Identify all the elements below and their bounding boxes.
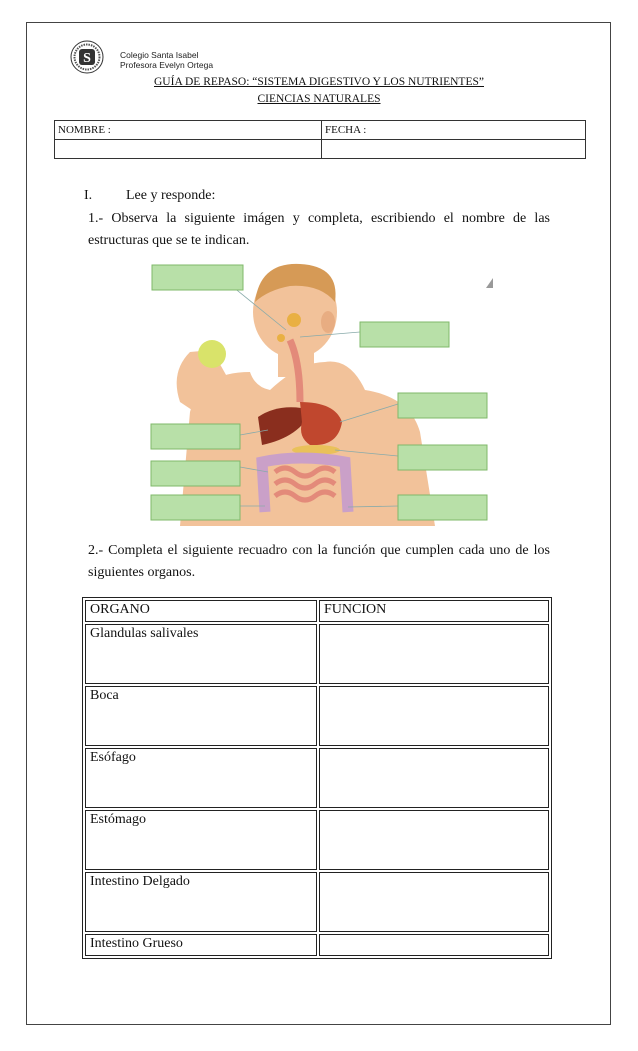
school-info	[120, 50, 213, 70]
organ-cell: Intestino Grueso	[85, 934, 317, 956]
organ-cell: Glandulas salivales	[85, 624, 317, 684]
organ-cell: Esófago	[85, 748, 317, 808]
name-field[interactable]	[55, 140, 322, 159]
section-title: Lee y responde:	[126, 188, 216, 203]
function-answer-cell[interactable]	[319, 624, 549, 684]
apple-icon	[198, 340, 226, 368]
guide-title: GUÍA DE REPASO: “SISTEMA DIGESTIVO Y LOS NUTRIENTES”	[154, 76, 484, 88]
section-number: I.	[84, 188, 93, 203]
question-2-text: 2.- Completa el siguiente recuadro con la función que cumplen cada uno de los siguientes organos.	[88, 543, 550, 580]
label-box[interactable]	[151, 424, 240, 449]
organ-cell: Estómago	[85, 810, 317, 870]
function-answer-cell[interactable]	[319, 810, 549, 870]
label-box[interactable]	[360, 322, 449, 347]
organ-cell: Intestino Delgado	[85, 872, 317, 932]
date-field[interactable]	[322, 140, 586, 159]
label-box[interactable]	[398, 393, 487, 418]
svg-text:S: S	[83, 51, 91, 66]
date-label: FECHA :	[322, 121, 586, 140]
resize-corner-icon	[486, 278, 493, 288]
school-name: Colegio Santa Isabel	[120, 50, 199, 60]
student-info-table	[54, 120, 586, 159]
label-box[interactable]	[398, 495, 487, 520]
digestive-system-illustration	[150, 262, 498, 526]
name-label: NOMBRE :	[55, 121, 322, 140]
question-1-text: 1.- Observa la siguiente imágen y completa, escribiendo el nombre de las estructuras que se te indican.	[88, 211, 550, 248]
function-answer-cell[interactable]	[319, 748, 549, 808]
school-logo	[70, 40, 104, 74]
function-answer-cell[interactable]	[319, 872, 549, 932]
label-box[interactable]	[152, 265, 243, 290]
label-box[interactable]	[151, 461, 240, 486]
function-answer-cell[interactable]	[319, 686, 549, 746]
organ-cell: Boca	[85, 686, 317, 746]
label-box[interactable]	[151, 495, 240, 520]
function-table	[82, 597, 552, 959]
header-function: FUNCION	[319, 600, 549, 622]
teacher-name: Profesora Evelyn Ortega	[120, 60, 214, 70]
function-answer-cell[interactable]	[319, 934, 549, 956]
subject-title: CIENCIAS NATURALES	[257, 93, 381, 105]
section-heading	[84, 188, 215, 204]
label-box[interactable]	[398, 445, 487, 470]
header-organ: ORGANO	[85, 600, 317, 622]
